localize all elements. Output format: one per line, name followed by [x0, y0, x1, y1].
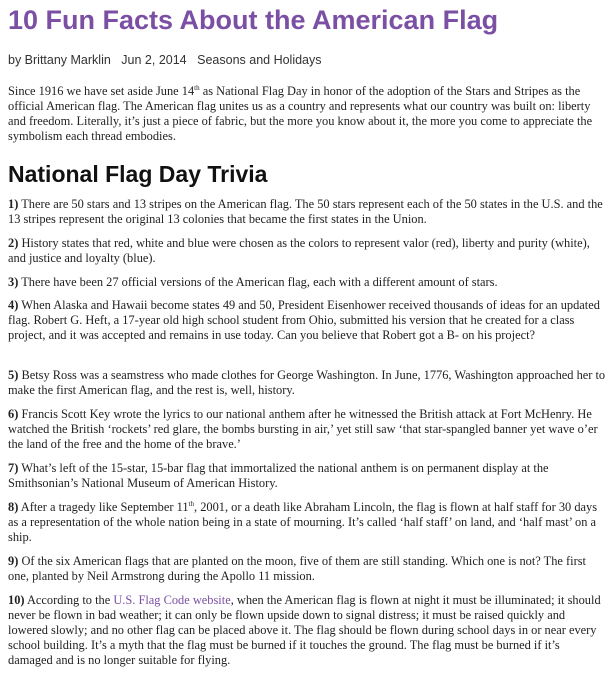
intro-paragraph: Since 1916 we have set aside June 14th as National Flag Day in honor of the adoption of the Stars and Stripes as the official American flag. The American flag unites us as a country and represents what our country was built on: liberty and freedom. Literally, it’s just a piece of fabric, but the more you know about it, the more you come to appreciate the symbolism each thread embodies. — [8, 83, 593, 143]
flag-code-link[interactable]: U.S. Flag Code website — [113, 593, 231, 607]
fact-1: 1) There are 50 stars and 13 stripes on the American flag. The 50 stars represent each of the 50 states in the U.S. and the 13 stripes represent the original 13 colonies that became the first states in the Union. — [8, 197, 603, 226]
byline-category[interactable]: Seasons and Holidays — [197, 53, 322, 67]
article-title: 10 Fun Facts About the American Flag — [8, 5, 499, 35]
section-heading: National Flag Day Trivia — [8, 161, 268, 187]
fact-6: 6) Francis Scott Key wrote the lyrics to our national anthem after he witnessed the British attack at Fort McHenry. He watched the British ‘rockets’ red glare, the bombs bursting in air,’ yet still saw ‘that star-spangled banner yet wave o’er the land of the free and the home of the brave.’ — [8, 407, 598, 451]
fact-4: 4) When Alaska and Hawaii become states 49 and 50, President Eisenhower received thousands of ideas for an updated flag. Robert G. Heft, a 17-year old high school student from Ohio, submitted his version that he created for a class project, and it was accepted and remains in use today. Can you believe that Robert got a B- on his project? — [8, 298, 600, 342]
fact-5: 5) Betsy Ross was a seamstress who made clothes for George Washington. In June, 1776, Washington approached her to make the first American flag, and the rest is, well, history. — [8, 368, 606, 397]
byline — [8, 53, 329, 68]
fact-7: 7) What’s left of the 15-star, 15-bar flag that immortalized the national anthem is on permanent display at the Smithsonian’s National Museum of American History. — [8, 461, 549, 490]
fact-3: 3) There have been 27 official versions of the American flag, each with a different amount of stars. — [8, 275, 498, 289]
byline-author: by Brittany Marklin — [8, 53, 111, 67]
fact-8: 8) After a tragedy like September 11th, 2001, or a death like Abraham Lincoln, the flag is flown at half staff for 30 days as a representation of the whole nation being in a state of mourning. It’s called ‘half staff’ on land, and ‘half mast’ on a ship. — [8, 499, 598, 544]
fact-10: 10) According to the U.S. Flag Code website, when the American flag is flown at night it must be illuminated; it should never be flown in bad weather; it can only be flown upside down to signal distress; it must be raised quickly and lowered slowly; and no other flag can be placed above it. The flag should be flown during school days in or near every school building. It’s a myth that the flag must be burned if it touches the ground. The flag must be burned if it’s damaged and is no longer suitable for flying. — [8, 593, 601, 667]
fact-2: 2) History states that red, white and blue were chosen as the colors to represent valor (red), liberty and purity (white), and justice and loyalty (blue). — [8, 236, 590, 265]
fact-9: 9) Of the six American flags that are planted on the moon, five of them are still standing. Which one is not? The first one, planted by Neil Armstrong during the Apollo 11 mission. — [8, 554, 586, 583]
byline-date: Jun 2, 2014 — [121, 53, 187, 67]
